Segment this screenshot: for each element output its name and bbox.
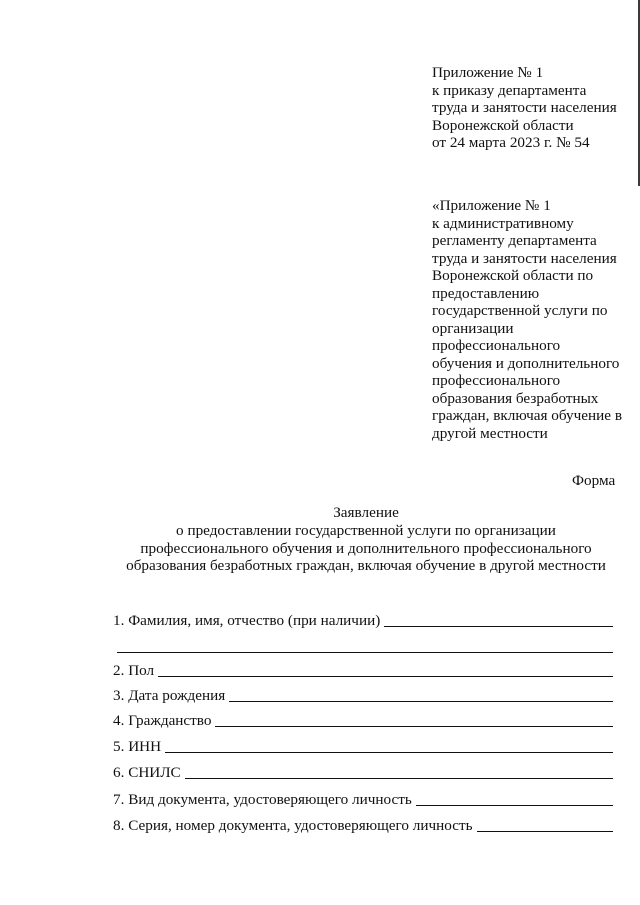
title-line: профессионального обучения и дополнительного профессионального — [140, 539, 592, 557]
reglament-line: другой местности — [432, 424, 548, 442]
field-sex[interactable] — [113, 660, 613, 680]
fill-line[interactable] — [229, 701, 613, 702]
fill-line[interactable] — [158, 676, 613, 677]
appendix-reglament-header — [432, 197, 622, 442]
fill-line[interactable] — [185, 778, 613, 779]
reglament-line: профессионального — [432, 337, 561, 354]
reglament-line: образования безработных — [432, 389, 599, 407]
title-line: Заявление — [333, 504, 399, 521]
reglament-line: «Приложение № 1 — [432, 197, 551, 214]
field-label: 6. СНИЛС — [113, 764, 181, 781]
reglament-line: организации — [432, 319, 514, 337]
fill-line[interactable] — [477, 831, 613, 832]
fill-line[interactable] — [165, 752, 613, 753]
field-label: 3. Дата рождения — [113, 687, 226, 704]
field-birth-date[interactable] — [113, 685, 613, 705]
appendix-line: Воронежской области — [432, 116, 574, 134]
fill-line[interactable] — [416, 805, 613, 806]
reglament-line: предоставлению — [432, 284, 540, 302]
fill-line[interactable] — [384, 626, 613, 627]
document-title — [0, 504, 640, 575]
reglament-line: государственной услуги по — [432, 302, 608, 319]
reglament-line: регламенту департамента — [432, 232, 597, 249]
reglament-line: профессионального — [432, 372, 561, 389]
fill-line[interactable] — [215, 726, 613, 727]
field-label: 2. Пол — [113, 662, 155, 679]
field-citizenship[interactable] — [113, 710, 613, 730]
reglament-line: граждан, включая обучение в — [432, 407, 622, 424]
appendix-line: от 24 марта 2023 г. № 54 — [432, 134, 590, 151]
title-line: о предоставлении государственной услуги по организации — [176, 521, 556, 539]
field-inn[interactable] — [113, 736, 613, 756]
field-label: 1. Фамилия, имя, отчество (при наличии) — [113, 612, 381, 629]
field-label: 8. Серия, номер документа, удостоверяющего личность — [113, 817, 473, 834]
appendix-line: Приложение № 1 — [432, 64, 544, 81]
reglament-line: Воронежской области по — [432, 267, 594, 284]
field-id-document-type[interactable] — [113, 789, 613, 809]
reglament-line: обучения и дополнительного — [432, 354, 620, 372]
full-name-continuation-line[interactable] — [117, 652, 613, 653]
field-snils[interactable] — [113, 762, 613, 782]
field-label: 4. Гражданство — [113, 712, 212, 729]
form-label: Форма — [572, 472, 616, 489]
field-label: 7. Вид документа, удостоверяющего личность — [113, 791, 412, 808]
appendix-order-header — [432, 64, 617, 152]
appendix-line: труда и занятости населения — [432, 99, 617, 116]
reglament-line: к административному — [432, 214, 574, 232]
field-full-name[interactable] — [113, 610, 613, 630]
field-label: 5. ИНН — [113, 738, 162, 755]
title-line: образования безработных граждан, включая обучение в другой местности — [126, 557, 606, 575]
appendix-line: к приказу департамента — [432, 81, 587, 99]
reglament-line: труда и занятости населения — [432, 249, 617, 267]
field-id-document-number[interactable] — [113, 815, 613, 835]
